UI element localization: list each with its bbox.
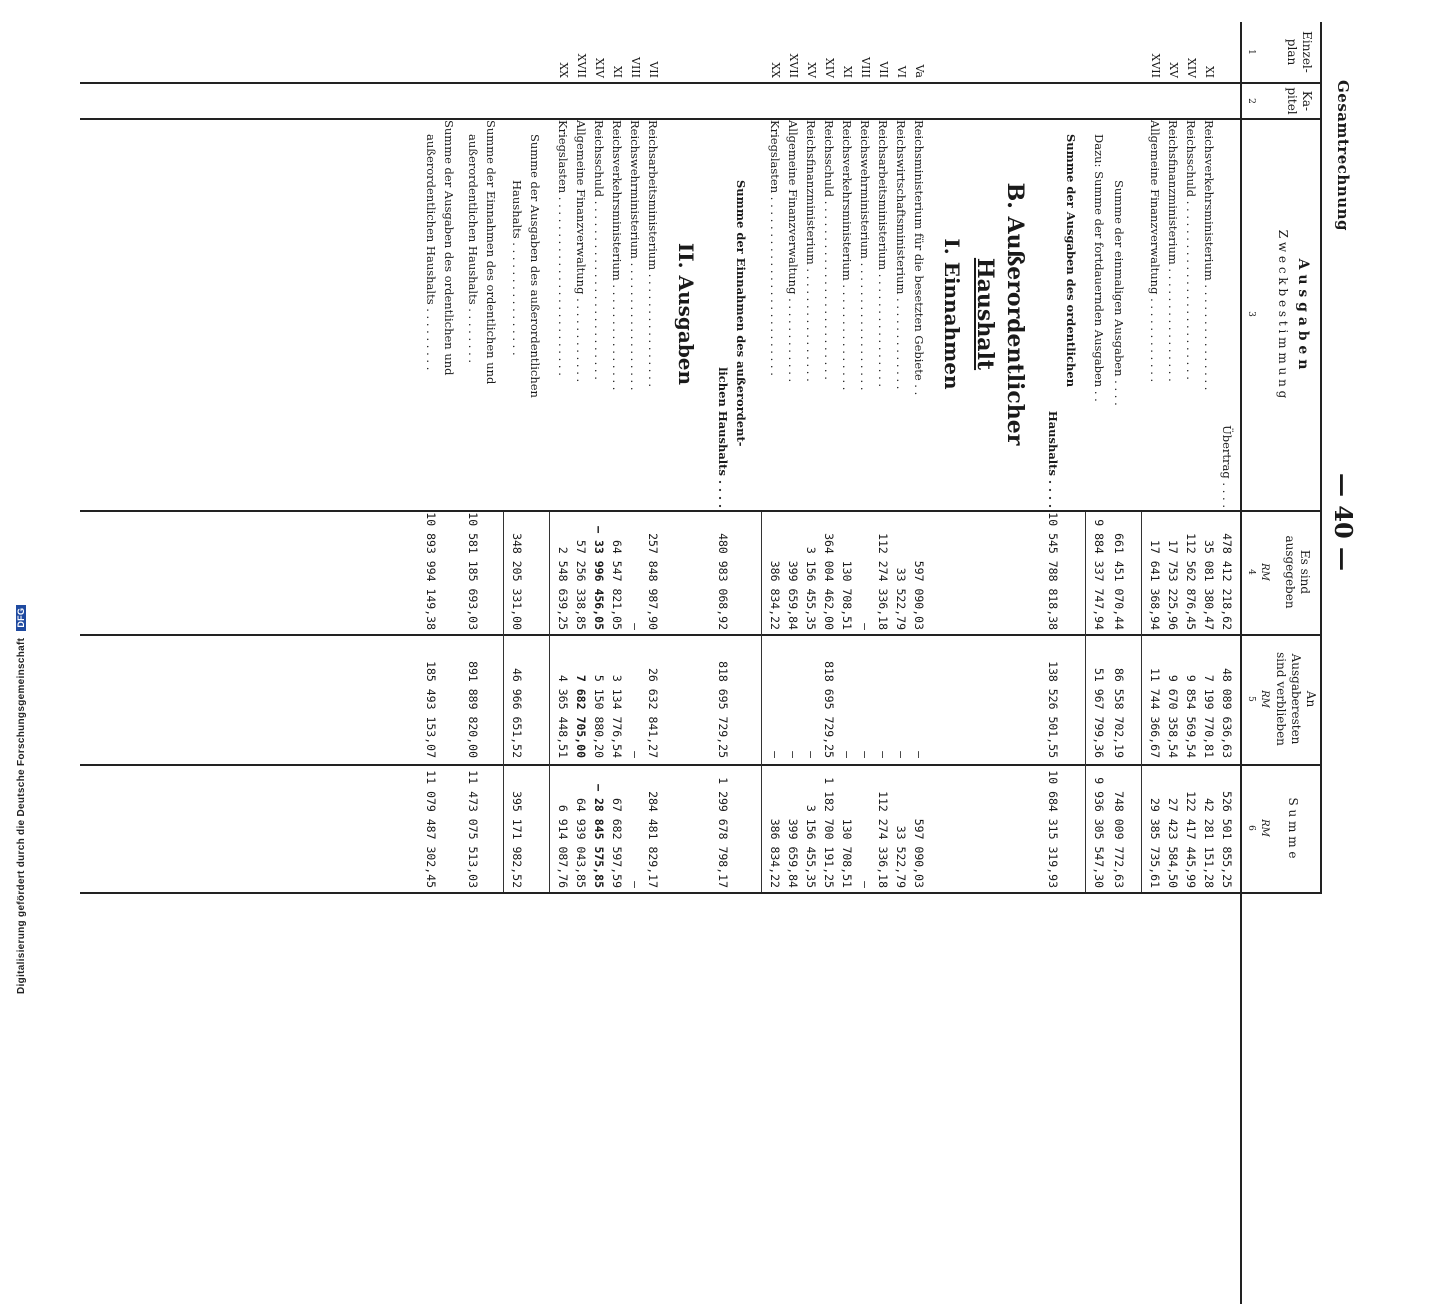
table-row	[572, 22, 590, 1304]
table-row	[644, 22, 662, 1304]
col-divider-4	[80, 634, 1322, 636]
row-label: Allgemeine Finanzverwaltung . . . . . . . . . . . .	[1148, 120, 1162, 383]
row-c6: —	[858, 881, 872, 888]
uebertrag-label: Übertrag . . . .	[1220, 425, 1234, 508]
row-c5: 9 670 358,54	[1166, 674, 1180, 758]
table-top-rule	[1320, 22, 1322, 892]
row-c4: 364 004 462,00	[822, 533, 836, 630]
row-plan: XVII	[787, 53, 800, 78]
row-plan: VII	[647, 61, 660, 78]
row-c4: 257 848 987,90	[646, 533, 660, 630]
total-expense-c4: 10 893 994 149,38	[424, 512, 438, 630]
row-c5: —	[786, 751, 800, 758]
total-income-c6: 11 473 075 513,03	[466, 770, 480, 888]
row-label: Allgemeine Finanzverwaltung . . . . . . . . . . . .	[574, 120, 588, 383]
row-plan: XV	[1167, 62, 1180, 78]
row-c6: 67 682 597,59	[610, 797, 624, 888]
row-c5: 3 134 776,54	[610, 674, 624, 758]
table-row	[1146, 22, 1164, 1304]
table-row-total-income-2	[464, 22, 482, 1304]
table-row-plus-recurring	[1090, 22, 1108, 1304]
row-c6: 29 385 735,61	[1148, 797, 1162, 888]
total-expense-c6: 11 079 487 302,45	[424, 770, 438, 888]
row-c5: —	[804, 751, 818, 758]
table-row	[554, 22, 572, 1304]
row-c4: 597 090,03	[912, 560, 926, 630]
total-income-label-2: außerordentlichen Haushalts . . . . . . . .	[466, 134, 480, 364]
income-sum-c4: 480 983 068,92	[716, 533, 730, 630]
row-c5: —	[768, 751, 782, 758]
plus-recurring-c6: 9 936 305 547,30	[1092, 777, 1106, 888]
row-label: Reichsfinanzministerium . . . . . . . . . . . . . . . .	[804, 120, 818, 382]
expense-sum-label: Summe der Ausgaben des außerordentlichen	[528, 134, 542, 398]
row-label: Reichsverkehrsministerium . . . . . . . . . . . . . . .	[840, 120, 854, 391]
total-expense-c5: 185 493 153,07	[424, 661, 438, 758]
uebertrag-c4: 478 412 218,62	[1220, 533, 1234, 630]
row-c6: 1 182 700 191,25	[822, 777, 836, 888]
total-ordinary-label-2: Haushalts . . . .	[1046, 410, 1060, 508]
row-label: Reichswehrministerium . . . . . . . . . . . . . . . . . .	[858, 120, 872, 391]
row-c6: 3 156 455,35	[804, 804, 818, 888]
total-expense-label-2: außerordentlichen Haushalts . . . . . . . . .	[424, 134, 438, 371]
income-sum-label-2: lichen Haushalts . . . .	[716, 367, 730, 508]
row-c5: 7 199 770,81	[1202, 674, 1216, 758]
col-header-ausgegeben: Es sind ausgegeben	[1283, 535, 1312, 609]
table-row-sum-once	[1110, 22, 1128, 1304]
expense-sum-c5: 46 966 651,52	[510, 667, 524, 758]
table-row-total-ordinary-2	[1044, 22, 1062, 1304]
section-title-expenses: II. Ausgaben	[674, 242, 698, 386]
row-c4: — 33 996 456,05	[592, 526, 606, 630]
col-number-2: 2	[1246, 98, 1256, 104]
sum-rule	[761, 512, 762, 892]
row-c4: 130 708,51	[840, 560, 854, 630]
row-c6: — 28 845 575,85	[592, 784, 606, 888]
row-label: Kriegslasten . . . . . . . . . . . . . . . . . . . . . . . . .	[768, 120, 782, 376]
col-header-summe: S u m m e	[1286, 797, 1300, 859]
col-divider-1	[80, 82, 1322, 84]
col-header-ausgaben: A u s g a b e n	[1295, 258, 1311, 370]
row-label: Reichsarbeitsministerium . . . . . . . . . . . . . . . .	[876, 120, 890, 388]
sum-once-c5: 86 558 702,19	[1112, 667, 1126, 758]
row-c4: 386 834,22	[768, 560, 782, 630]
expense-sum-label-2: Haushalts . . . . . . . . . . . . . . . .	[510, 180, 524, 356]
row-c4: —	[858, 623, 872, 630]
row-plan: VIII	[859, 57, 872, 78]
table-row	[910, 22, 928, 1304]
row-label: Reichswehrministerium . . . . . . . . . . . . . . . . . .	[628, 120, 642, 391]
row-label: Reichsschuld . . . . . . . . . . . . . . . . . . . . . . . . .	[592, 120, 606, 380]
row-label: Reichsministerium für die besetzten Gebiete . .	[912, 120, 926, 396]
sum-rule	[1085, 512, 1086, 892]
row-c4: 112 274 336,18	[876, 533, 890, 630]
row-label: Reichsfinanzministerium . . . . . . . . . . . . . . . .	[1166, 120, 1180, 382]
total-income-label: Summe der Einnahmen des ordentlichen und	[484, 120, 498, 385]
table-row-expense-sum-2	[508, 22, 526, 1304]
section-title-income: I. Einnahmen	[940, 238, 964, 390]
row-c5: 7 682 705,00	[574, 674, 588, 758]
row-c6: 130 708,51	[840, 818, 854, 888]
row-c6: —	[628, 881, 642, 888]
table-row	[874, 22, 892, 1304]
row-plan: XI	[841, 65, 854, 78]
sum-once-c6: 748 009 772,63	[1112, 791, 1126, 888]
row-label: Reichsarbeitsministerium . . . . . . . . . . . . . . . .	[646, 120, 660, 388]
row-c5: —	[894, 751, 908, 758]
row-label: Reichsverkehrsministerium . . . . . . . . . . . . . . .	[610, 120, 624, 391]
table-header-rule	[1240, 22, 1242, 1304]
row-plan: XVII	[575, 53, 588, 78]
row-c6: 597 090,03	[912, 818, 926, 888]
table-row-total-income	[482, 22, 500, 1304]
col-header-ausgabereste: An Ausgaberesten sind verblieben	[1274, 652, 1318, 746]
unit-label-c5: RM	[1259, 690, 1270, 708]
row-c4: 112 562 876,45	[1184, 533, 1198, 630]
expense-sum-c6: 395 171 982,52	[510, 791, 524, 888]
col-number-5: 5	[1246, 696, 1256, 702]
row-c6: 27 423 584,50	[1166, 797, 1180, 888]
table-row	[1164, 22, 1182, 1304]
row-plan: XV	[805, 62, 818, 78]
col-number-4: 4	[1246, 569, 1256, 575]
row-c4: 399 659,84	[786, 560, 800, 630]
row-c5: 11 744 366,67	[1148, 667, 1162, 758]
dfg-logo: DFG	[16, 605, 26, 631]
row-plan: XI	[1203, 65, 1216, 78]
table-row-income-sum	[732, 22, 750, 1304]
col-divider-3	[80, 510, 1322, 512]
unit-label-c6: RM	[1259, 819, 1270, 837]
row-label: Reichsschuld . . . . . . . . . . . . . . . . . . . . . . . . .	[822, 120, 836, 380]
table-row	[856, 22, 874, 1304]
section-title-haushalt: Haushalt	[972, 257, 998, 371]
income-sum-label: Summe der Einnahmen des außerordent-	[734, 180, 748, 447]
table-row-uebertrag	[1218, 22, 1236, 1304]
row-c5: 9 854 569,54	[1184, 674, 1198, 758]
plus-recurring-label: Dazu: Summe der fortdauernden Ausgaben . .	[1092, 134, 1106, 402]
table-row	[802, 22, 820, 1304]
row-c6: 122 417 445,99	[1184, 791, 1198, 888]
row-plan: XX	[769, 62, 782, 78]
total-ordinary-c6: 10 684 315 319,93	[1046, 770, 1060, 888]
row-c5: 818 695 729,25	[822, 661, 836, 758]
total-ordinary-label: Summe der Ausgaben des ordentlichen	[1064, 134, 1078, 388]
row-c4: 64 547 821,05	[610, 539, 624, 630]
table-row	[820, 22, 838, 1304]
row-c6: 64 939 043,85	[574, 797, 588, 888]
row-plan: XIV	[823, 57, 836, 78]
sum-rule	[549, 512, 550, 892]
row-c5: —	[840, 751, 854, 758]
table-row	[766, 22, 784, 1304]
plus-recurring-c5: 51 967 799,36	[1092, 667, 1106, 758]
row-c5: 4 365 448,51	[556, 674, 570, 758]
row-label: Reichsschuld . . . . . . . . . . . . . . . . . . . . . . . . .	[1184, 120, 1198, 380]
sum-rule	[503, 512, 504, 892]
row-c4: 17 641 368,94	[1148, 539, 1162, 630]
table-row	[1182, 22, 1200, 1304]
row-c4: 2 548 639,25	[556, 546, 570, 630]
table-row	[784, 22, 802, 1304]
table-row	[892, 22, 910, 1304]
col-divider-5	[80, 764, 1322, 766]
table-row-total-ordinary	[1062, 22, 1080, 1304]
col-header-kapitel: Ka- pitel	[1285, 87, 1314, 115]
total-expense-label: Summe der Ausgaben des ordentlichen und	[442, 120, 456, 376]
expense-sum-c4: 348 205 331,00	[510, 533, 524, 630]
row-c5: 26 632 841,27	[646, 667, 660, 758]
section-title-extraordinary: B. Außerordentlicher	[1002, 182, 1028, 446]
col-header-zweckbestimmung: Z w e c k b e s t i m m u n g	[1276, 229, 1290, 399]
row-c5: —	[876, 751, 890, 758]
row-c6: 386 834,22	[768, 818, 782, 888]
table-row-expense-sum	[526, 22, 544, 1304]
table-row-income-sum-2	[714, 22, 732, 1304]
sum-once-c4: 661 451 070,44	[1112, 533, 1126, 630]
row-label: Reichswirtschaftsministerium . . . . . . . . . . . . .	[894, 120, 908, 390]
sum-rule	[1141, 512, 1142, 892]
row-c6: 284 481 829,17	[646, 791, 660, 888]
table-row	[626, 22, 644, 1304]
row-label: Allgemeine Finanzverwaltung . . . . . . . . . . . .	[786, 120, 800, 383]
income-sum-c5: 818 695 729,25	[716, 661, 730, 758]
table-row	[590, 22, 608, 1304]
row-c5: —	[912, 751, 926, 758]
row-c4: 33 522,79	[894, 567, 908, 630]
unit-label-c4: RM	[1259, 563, 1270, 581]
uebertrag-c6: 526 501 855,25	[1220, 791, 1234, 888]
sum-once-label: Summe der einmaligen Ausgaben . . . .	[1112, 180, 1126, 406]
uebertrag-c5: 48 089 636,63	[1220, 667, 1234, 758]
table-row	[1200, 22, 1218, 1304]
digitization-text: Digitalisierung gefördert durch die Deutsche Forschungsgemeinschaft	[16, 637, 27, 994]
table-row-total-expense	[440, 22, 458, 1304]
row-c5: —	[628, 751, 642, 758]
table-row	[838, 22, 856, 1304]
row-c4: 35 081 380,47	[1202, 539, 1216, 630]
row-label: Reichsverkehrsministerium . . . . . . . . . . . . . . .	[1202, 120, 1216, 391]
row-plan: VI	[895, 65, 908, 78]
row-c6: 399 659,84	[786, 818, 800, 888]
col-number-1: 1	[1246, 49, 1256, 55]
row-c4: 57 256 338,85	[574, 539, 588, 630]
table-row-total-expense-2	[422, 22, 440, 1304]
row-c6: 33 522,79	[894, 825, 908, 888]
row-c6: 42 281 151,28	[1202, 797, 1216, 888]
row-c4: —	[628, 623, 642, 630]
row-plan: XVII	[1149, 53, 1162, 78]
row-plan: Va	[913, 64, 926, 78]
document-page	[80, 22, 1362, 978]
row-c5: 5 150 880,20	[592, 674, 606, 758]
digitization-note	[16, 0, 34, 1000]
total-income-c4: 10 581 185 693,03	[466, 512, 480, 630]
total-income-c5: 891 889 820,00	[466, 661, 480, 758]
row-c4: 3 156 455,35	[804, 546, 818, 630]
total-ordinary-c5: 138 526 501,55	[1046, 661, 1060, 758]
col-number-6: 6	[1246, 825, 1256, 831]
income-sum-c6: 1 299 678 798,17	[716, 777, 730, 888]
row-plan: VII	[877, 61, 890, 78]
col-header-einzelplan: Einzel- plan	[1285, 31, 1314, 73]
row-label: Kriegslasten . . . . . . . . . . . . . . . . . . . . . . . . .	[556, 120, 570, 376]
page-number: — 40 —	[1329, 472, 1358, 572]
row-c4: 17 753 225,96	[1166, 539, 1180, 630]
page-header-title: Gesamtrechnung	[1334, 80, 1352, 232]
row-c5: —	[858, 751, 872, 758]
row-plan: XIV	[1185, 57, 1198, 78]
plus-recurring-c4: 9 884 337 747,94	[1092, 519, 1106, 630]
row-c6: 6 914 087,76	[556, 804, 570, 888]
col-divider-6	[80, 892, 1322, 894]
col-divider-2	[80, 118, 1322, 120]
table-row	[608, 22, 626, 1304]
row-c6: 112 274 336,18	[876, 791, 890, 888]
row-plan: XIV	[593, 57, 606, 78]
col-number-3: 3	[1246, 311, 1256, 317]
row-plan: XX	[557, 62, 570, 78]
total-ordinary-c4: 10 545 788 818,38	[1046, 512, 1060, 630]
row-plan: VIII	[629, 57, 642, 78]
row-plan: XI	[611, 65, 624, 78]
